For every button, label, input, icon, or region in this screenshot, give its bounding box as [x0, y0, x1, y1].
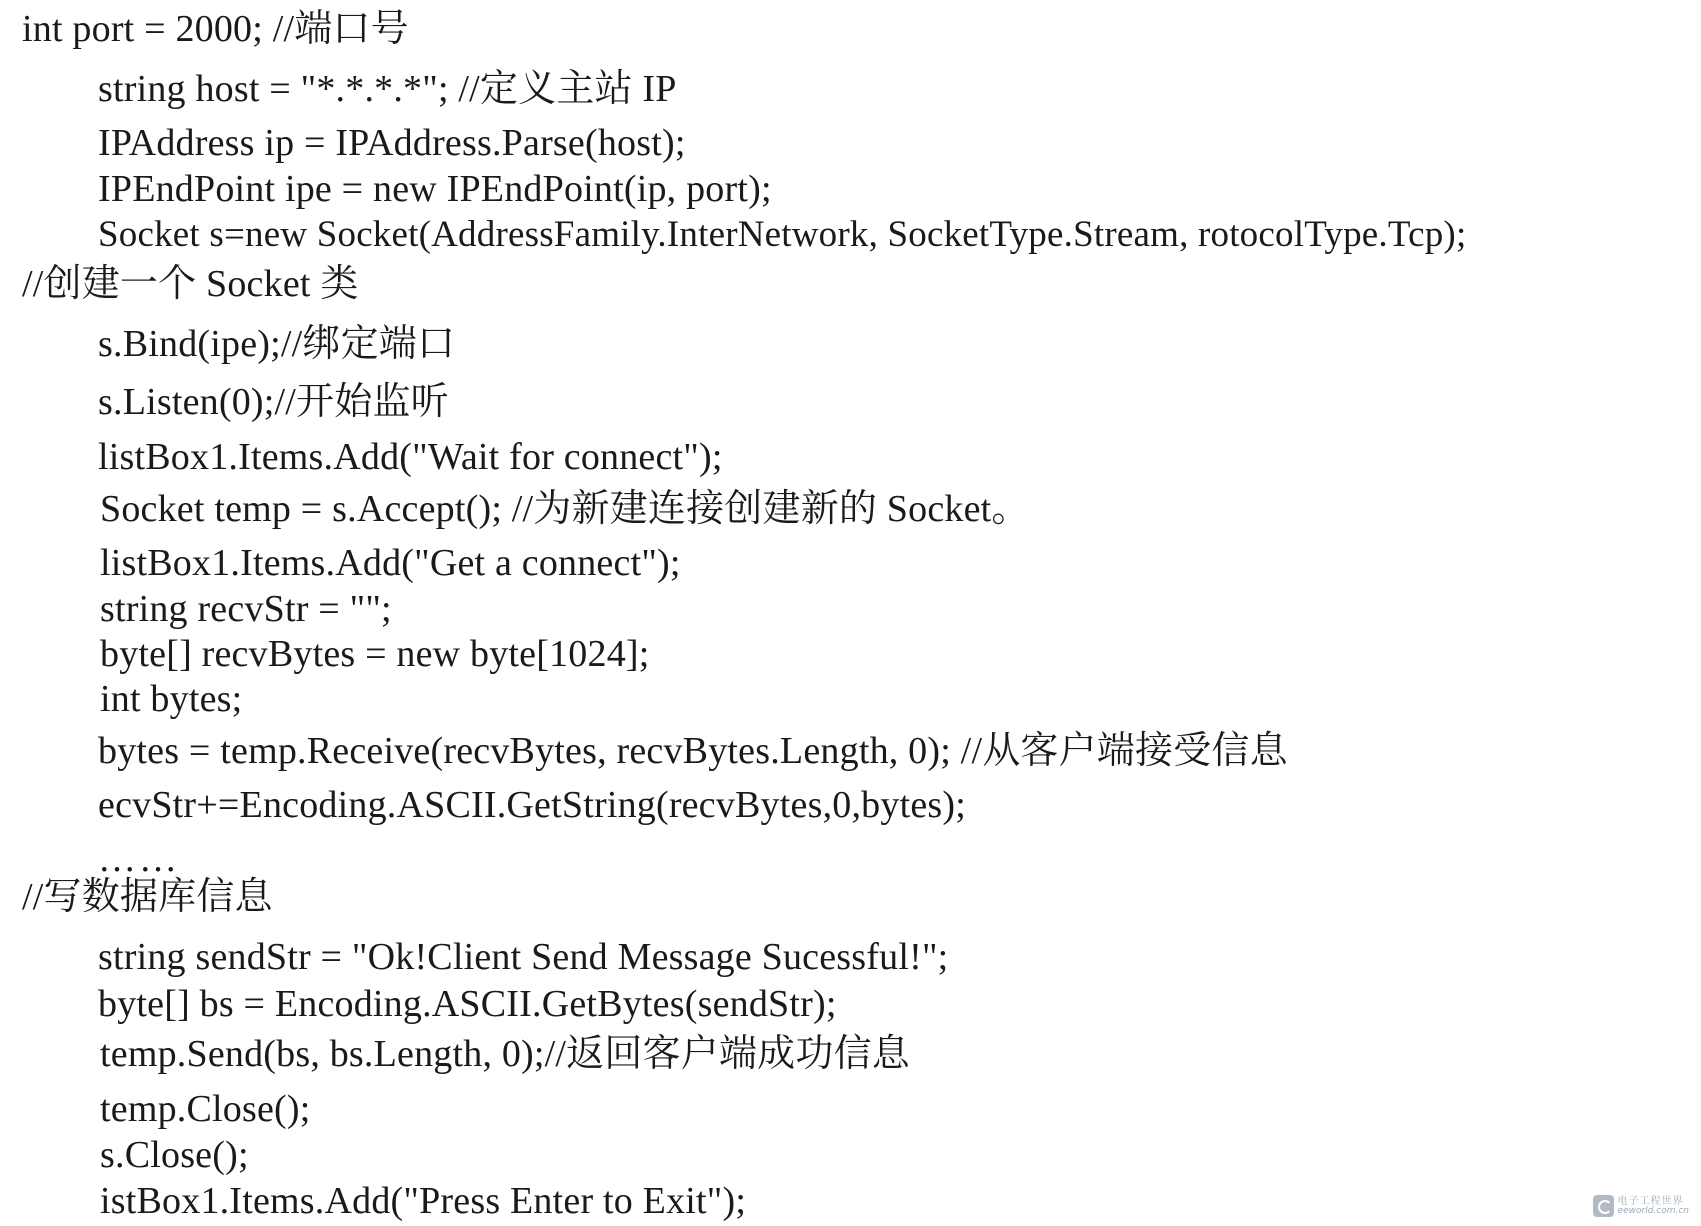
watermark-cn: 电子工程世界: [1617, 1195, 1684, 1207]
code-line: string host = "*.*.*.*"; //定义主站 IP: [98, 68, 677, 110]
code-line: IPEndPoint ipe = new IPEndPoint(ip, port);: [98, 168, 772, 210]
code-line: Socket temp = s.Accept(); //为新建连接创建新的 Socket。: [100, 488, 1030, 530]
watermark-text: [1618, 1197, 1689, 1216]
code-line: listBox1.Items.Add("Get a connect");: [100, 542, 681, 584]
code-comment-line: //创建一个 Socket 类: [22, 263, 359, 305]
watermark-en: eeworld.com.cn: [1617, 1205, 1689, 1216]
code-line: ecvStr+=Encoding.ASCII.GetString(recvBytes,0,bytes);: [98, 784, 966, 826]
logo-icon: [1593, 1195, 1614, 1217]
code-ellipsis: ……: [98, 838, 180, 880]
code-line: string sendStr = "Ok!Client Send Message Sucessful!";: [98, 936, 949, 978]
code-line: temp.Close();: [100, 1088, 311, 1130]
code-line: string recvStr = "";: [100, 588, 392, 630]
code-line: s.Bind(ipe);//绑定端口: [98, 323, 456, 365]
code-comment-line: //写数据库信息: [22, 876, 273, 918]
code-line: Socket s=new Socket(AddressFamily.InterNetwork, SocketType.Stream, rotocolType.Tcp);: [98, 214, 1467, 255]
code-line: listBox1.Items.Add("Wait for connect");: [98, 436, 723, 478]
code-line: s.Close();: [100, 1134, 249, 1176]
code-line: bytes = temp.Receive(recvBytes, recvBytes.Length, 0); //从客户端接受信息: [98, 730, 1288, 772]
code-line: byte[] bs = Encoding.ASCII.GetBytes(sendStr);: [98, 983, 837, 1025]
code-line: int port = 2000; //端口号: [22, 8, 409, 50]
watermark-logo: [1593, 1192, 1689, 1220]
code-line: int bytes;: [100, 678, 243, 720]
code-line: temp.Send(bs, bs.Length, 0);//返回客户端成功信息: [100, 1033, 910, 1075]
code-line: s.Listen(0);//开始监听: [98, 381, 449, 423]
code-line: byte[] recvBytes = new byte[1024];: [100, 633, 650, 675]
code-line: istBox1.Items.Add("Press Enter to Exit");: [100, 1180, 747, 1222]
code-line: IPAddress ip = IPAddress.Parse(host);: [98, 122, 686, 164]
